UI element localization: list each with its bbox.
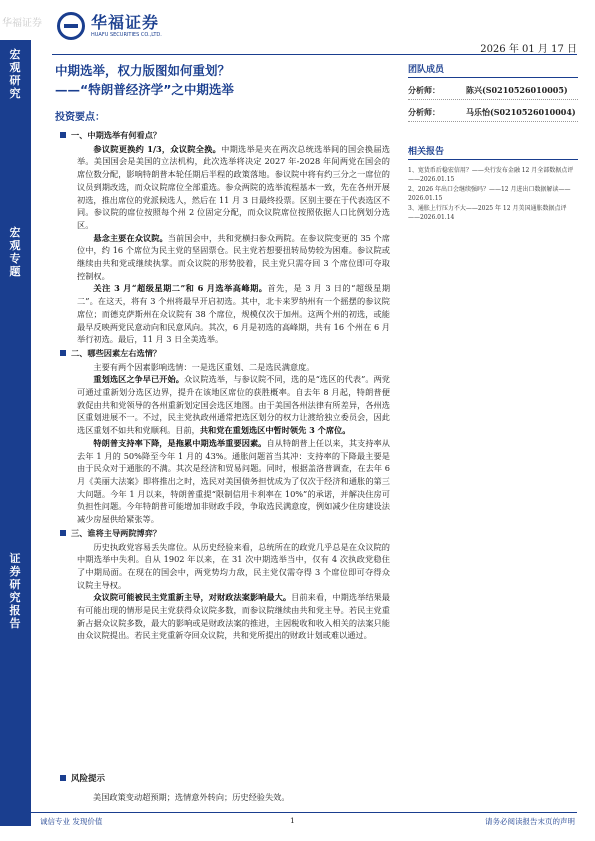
analyst-row	[408, 85, 578, 100]
para-text: 自从特朗普上任以来，其支持率从去年 1 月的 50%降至今年 1 月的 43%。通胀问题首当其冲：支持率的下降最主要是由于民众对于通胀的不满。其次是经济和贸易问题。同时，根据盖洛普调查，在去年 6 月《美丽大法案》即将推出之时，选民对美国债务担忧成为了仅次于经济和通胀的第三大问题。今年 1 月以来，特朗普重提“限制信用卡利率在 10%”的承诺，并解决住房可负担性问题。今年特朗普可能增加非财政手段，争取选民满意度，例如减少住房建设法减少房屋供给紧张等。	[77, 437, 390, 525]
section-heading-text: 三、谁将主导两院博弈？	[71, 527, 162, 538]
para-text: 中期选举是夹在两次总统选举间的国会换届选举。美国国会是美国的立法机构，此次选举将决定 2027 年-2028 年间两党在国会的席位数分配，影响特朗普本轮任期后半程的政策落地。参议院中将有约三分之一席位的议员到期改选，而众议院席位全部重选。参众两院的选举流程基本一致，先在各州开展初选，推出席位的党派候选人，然后在 11 月 3 日最终投票。区别主要在于代表选区不同。参议院的席位按照每个州 2 位固定分配，而众议院席位按照依据人口比例划分选区。	[77, 143, 390, 230]
sidebar-label-report: 证券研究报告	[9, 552, 21, 630]
para-text: 目前来看，中期选举结果最有可能出现的情形是民主党获得众议院多数，而参议院继续由共和党主导。若民主党重新占据众议院多数，最大的影响或是财政法案的推进，主因税收和收入相关的法案只能由众议院提出。若民主党重新夺回众议院，共和党所提出的财政计划或难以通过。	[77, 592, 390, 641]
para-lead: 特朗普支持率下降，是拖累中期选举重要因素。	[93, 437, 267, 448]
risk-text: 美国政策变动超预期；选情意外转向；历史经验失效。	[93, 792, 290, 802]
risk-heading-text: 风险提示	[71, 774, 106, 784]
analyst-label: 分析师：	[408, 85, 440, 95]
paragraph	[77, 591, 390, 642]
report-title	[55, 61, 234, 99]
para-text: 主要有两个因素影响选情：一是选区重划、二是选民满意度。	[93, 361, 315, 372]
para-text: 众议院选举，与参议院不同，选的是“选区的代表”。两党可通过重新划分选区边界，提升在该地区席位的获胜概率。自去年 8 月起，特朗普便敦促由共和党领导的各州重新划定国会选区地图。由于美国各州法律有所差异，各州选区重划进展不一。不过，民主党执政州通常把选区划分的权力让渡给独立委员会，因此选区重划不如共和党顺利。目前，	[77, 374, 390, 436]
section-heading-text: 二、哪些因素左右选情？	[71, 347, 162, 358]
title-line-1: 中期选举，权力版图如何重划？	[55, 63, 231, 78]
para-text: 当前国会中，共和党横扫参众两院。在参议院变更的 35 个席位中，约 16 个席位为民主党的坚固票仓。民主党若想要扭转局势较为困难。参议院或继续由共和党或继续执掌。而众议院的形势胶着，民主党只需夺回 3 个席位即可夺取控制权。	[77, 232, 390, 281]
paragraph	[77, 541, 390, 592]
para-text: 首先，是 3 月 3 日的“超级星期二”。在这天，将有 3 个州将最早开启初选。其中，北卡来罗纳州有一个摇摆的参议院席位；而德克萨斯州在众议院有 38 个席位，规模仅次于加州。这两个州的初选，或能最早反映两党民意动向和民意风向。其次，6 月是初选的高峰期，共有 16 个州在 6 月举行初选。最后，11 月 3 日全美选举。	[77, 283, 391, 345]
keypoints-heading: 投资要点：	[55, 112, 105, 123]
section-heading	[60, 129, 390, 142]
footer-slogan: 诚信专业 发现价值	[40, 817, 103, 826]
analyst-label: 分析师：	[408, 107, 440, 117]
paragraph	[77, 373, 390, 437]
sidebar	[0, 40, 31, 826]
analyst-name: 马乐怡(S0210526010004)	[466, 107, 576, 117]
paragraph	[77, 361, 390, 374]
related-link[interactable]: 3、通胀上行压力不大——2025 年 12 月美国通胀数据点评——2026.01.14	[408, 205, 567, 221]
risk-heading	[60, 772, 105, 784]
section-heading	[60, 347, 390, 360]
para-lead: 重划选区之争早已开始。	[93, 374, 184, 385]
analyst-name: 陈兴(S0210526010005)	[466, 85, 568, 95]
page-number: 1	[290, 816, 295, 825]
paragraph	[77, 282, 390, 346]
footer-divider	[28, 812, 577, 813]
watermark: 华福证券	[2, 18, 42, 29]
square-bullet-icon	[60, 530, 66, 536]
square-bullet-icon	[60, 132, 66, 138]
square-bullet-icon	[60, 775, 66, 781]
logo-text-en: HUAFU SECURITIES CO.,LTD.	[91, 32, 162, 38]
sidebar-label-topic: 宏观专题	[9, 226, 21, 278]
team-heading: 团队成员	[408, 62, 578, 78]
para-lead: 关注 3 月“超级星期二”和 6 月选举高峰期。	[93, 283, 268, 294]
related-link[interactable]: 2、2026 年出口会继续强吗？——12 月进出口数据解读——2026.01.15	[408, 186, 571, 202]
paragraph	[77, 437, 390, 526]
header-divider	[52, 54, 577, 55]
analyst-row	[408, 107, 578, 122]
para-bold-inline: 共和党在重划选区中暂时领先 3 个席位。	[199, 425, 351, 436]
para-lead: 悬念主要在众议院。	[93, 232, 168, 243]
paragraph	[77, 143, 390, 232]
related-heading: 相关报告	[408, 144, 578, 160]
section-heading-text: 一、中期选举有何看点？	[71, 130, 162, 140]
sidebar-label-research: 宏观研究	[9, 48, 21, 100]
paragraph	[77, 232, 390, 283]
logo-text-cn: 华福证券	[91, 13, 160, 32]
company-logo	[57, 12, 162, 40]
section-heading	[60, 527, 390, 540]
square-bullet-icon	[60, 350, 66, 356]
related-link[interactable]: 1、宽货币后稳宏信用？——央行发布金融 12 月全部数据点评——2026.01.15	[408, 167, 574, 183]
footer-disclaimer: 请务必阅读报告末页的声明	[485, 817, 575, 826]
main-body	[60, 128, 390, 642]
report-date: 2026 年 01 月 17 日	[480, 44, 577, 55]
logo-icon	[57, 12, 85, 40]
para-lead: 众议院可能被民主党重新主导，对财政法案影响最大。	[93, 592, 292, 603]
related-list	[408, 166, 578, 222]
right-column	[408, 62, 578, 223]
para-lead: 参议院更换约 1/3，众议院全换。	[93, 143, 222, 154]
title-line-2: ——“特朗普经济学”之中期选举	[55, 82, 234, 97]
para-text: 历史执政党容易丢失席位。从历史经验来看，总统所在的政党几乎总是在众议院的中期选举中失利。自从 1902 年以来，在 31 次中期选举当中，仅有 4 次执政党稳住了中期局面。在现在的国会中，两党势均力敌，民主党仅需夺得 3 个席位即可夺得众议院主导权。	[77, 541, 390, 590]
